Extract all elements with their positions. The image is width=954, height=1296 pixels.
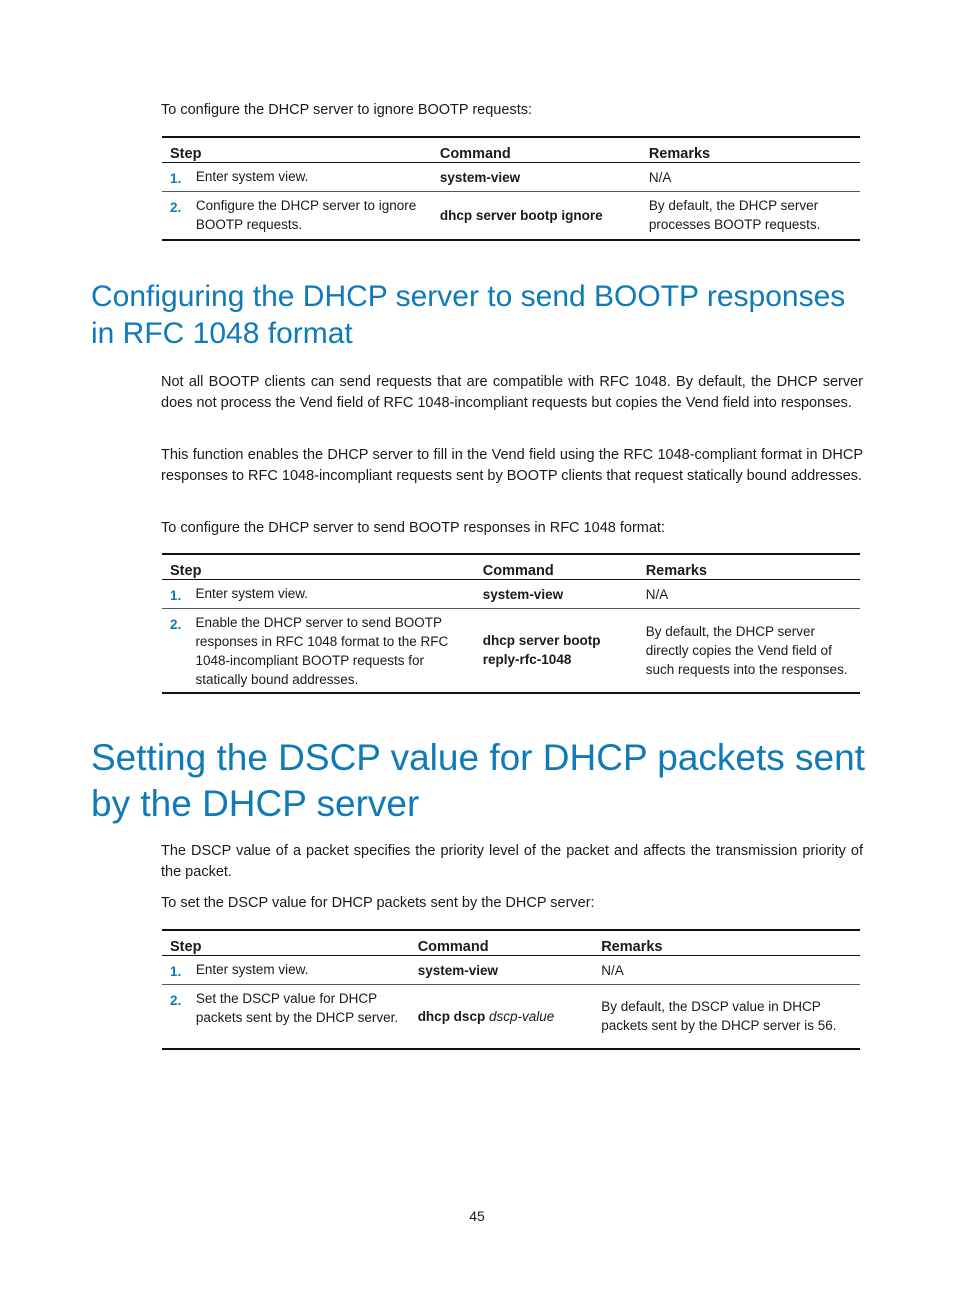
table-ignore-bootp <box>162 136 860 241</box>
step-description: Enter system view. <box>195 962 309 977</box>
paragraph-dscp-intro: The DSCP value of a packet specifies the priority level of the packet and affects the transmission priority of the packet. <box>161 843 863 880</box>
table-row <box>162 956 860 985</box>
command-text <box>410 956 594 985</box>
table-dscp <box>162 929 860 1050</box>
command-argument: dscp-value <box>488 1008 555 1024</box>
table-header <box>162 137 860 163</box>
command-keyword: dhcp dscp <box>417 1008 486 1024</box>
step-description: Enable the DHCP server to send BOOTP responses in RFC 1048 format to the RFC 1048-incompliant BOOTP requests for statically bound addresses. <box>187 609 474 693</box>
step-description: Enter system view. <box>195 169 309 184</box>
remarks-text: N/A <box>648 169 672 185</box>
table-row <box>162 985 860 1049</box>
remarks-text: By default, the DSCP value in DHCP packets sent by the DHCP server is 56. <box>593 985 860 1049</box>
remarks-text: N/A <box>645 586 669 602</box>
command-text: system-view <box>482 586 564 602</box>
table-header <box>162 554 860 580</box>
table-row <box>162 580 860 609</box>
paragraph-rfc1048-function: This function enables the DHCP server to fill in the Vend field using the RFC 1048-compliant format in DHCP responses to RFC 1048-incompliant requests sent by BOOTP clients that request statically bound addresses. <box>161 447 863 484</box>
header-command: Command <box>410 930 594 956</box>
step-number: 2. <box>162 985 188 1049</box>
remarks-text: By default, the DHCP server processes BOOTP requests. <box>641 192 860 240</box>
command-text: system-view <box>439 169 521 185</box>
remarks-text: By default, the DHCP server directly copies the Vend field of such requests into the responses. <box>638 609 860 693</box>
header-step: Step <box>162 554 475 580</box>
table-header <box>162 930 860 956</box>
page-number: 45 <box>469 1208 485 1224</box>
command-text: dhcp server bootp ignore <box>432 192 641 240</box>
step-description: Enter system view. <box>195 586 308 601</box>
command-text: dhcp server bootp reply-rfc-1048 <box>475 609 638 693</box>
step-description: Configure the DHCP server to ignore BOOTP requests. <box>188 192 432 240</box>
step-number: 1. <box>170 964 182 979</box>
intro-rfc1048: To configure the DHCP server to send BOOTP responses in RFC 1048 format: <box>161 520 665 536</box>
header-command: Command <box>432 137 641 163</box>
header-remarks: Remarks <box>593 930 860 956</box>
section-title-rfc1048: Configuring the DHCP server to send BOOTP responses in RFC 1048 format <box>91 280 846 350</box>
table-row <box>162 163 860 192</box>
header-step: Step <box>162 930 410 956</box>
step-number: 1. <box>170 171 182 186</box>
remarks-text: N/A <box>601 962 624 978</box>
header-command: Command <box>475 554 638 580</box>
command-text <box>410 985 594 1049</box>
step-number: 1. <box>170 588 182 603</box>
step-number: 2. <box>162 609 187 693</box>
paragraph-rfc1048-intro: Not all BOOTP clients can send requests that are compatible with RFC 1048. By default, the DHCP server does not process the Vend field of RFC 1048-incompliant requests but copies the Vend field into responses. <box>161 374 863 411</box>
header-step: Step <box>162 137 432 163</box>
table-row <box>162 192 860 240</box>
intro-dscp: To set the DSCP value for DHCP packets sent by the DHCP server: <box>161 895 595 911</box>
header-remarks: Remarks <box>641 137 860 163</box>
table-row <box>162 609 860 693</box>
intro-ignore-bootp: To configure the DHCP server to ignore BOOTP requests: <box>161 102 532 118</box>
command-keyword: system-view <box>417 962 498 978</box>
step-number: 2. <box>162 192 188 240</box>
table-rfc1048 <box>162 553 860 694</box>
header-remarks: Remarks <box>638 554 860 580</box>
step-description: Set the DSCP value for DHCP packets sent by the DHCP server. <box>188 985 410 1049</box>
section-title-dscp: Setting the DSCP value for DHCP packets sent by the DHCP server <box>91 737 865 824</box>
